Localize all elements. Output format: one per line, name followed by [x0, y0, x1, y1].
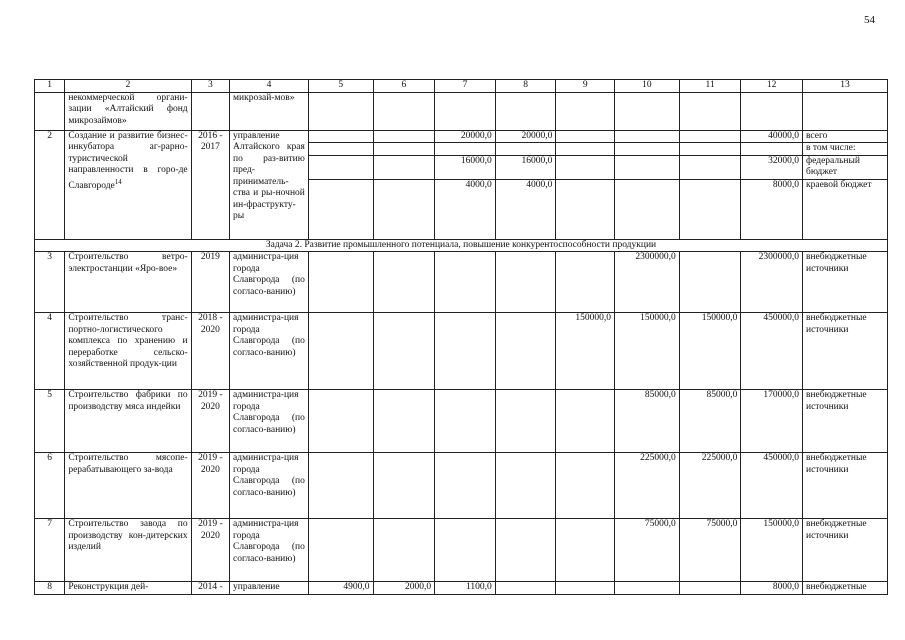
row-number: 2: [35, 130, 65, 239]
column-number: 1: [35, 80, 65, 93]
years: 2019: [191, 252, 229, 313]
column-number-row: [35, 80, 888, 93]
page-number: 54: [864, 14, 875, 26]
funding-source: внебюджетные источники: [802, 453, 887, 519]
total-cell: 8000,0: [741, 582, 803, 595]
value-cell: 16000,0: [495, 155, 556, 179]
executor: микрозай-мов»: [230, 92, 309, 130]
years: 2014 -: [191, 582, 229, 595]
row-number: 7: [35, 519, 65, 582]
executor: администра-ция города Славгорода (по согласо-ванию): [230, 313, 309, 390]
value-cell: 1100,0: [435, 582, 496, 595]
table-row: [35, 390, 888, 453]
measure-name: Создание и развитие бизнес-инкубатора аг-рарно-туристической направленности в горо-де Славгороде$^{14}$: [65, 130, 191, 239]
funding-source: внебюджетные источники: [802, 390, 887, 453]
column-number: 5: [308, 80, 373, 93]
executor: управление Алтайского края по раз-витию пред-приниматель-ства и ры-ночной ин-фраструкту-ры: [230, 130, 309, 239]
value-cell: [556, 519, 615, 582]
total-cell: 2300000,0: [741, 252, 803, 313]
funding-source: внебюджетные источники: [802, 252, 887, 313]
column-number: 6: [373, 80, 435, 93]
years: 2018 - 2020: [191, 313, 229, 390]
measure-name: некоммерческой органи-зации «Алтайский фонд микрозаймов»: [65, 92, 191, 130]
value-cell: [556, 252, 615, 313]
executor: администра-ция города Славгорода (по согласо-ванию): [230, 519, 309, 582]
value-cell: 4900,0: [308, 582, 373, 595]
funding-source: внебюджетные: [802, 582, 887, 595]
column-number: 3: [191, 80, 229, 93]
total-cell: 450000,0: [741, 313, 803, 390]
table-row: [35, 582, 888, 595]
table-row: [35, 453, 888, 519]
column-number: 11: [679, 80, 741, 93]
funding-source: всего: [802, 130, 887, 143]
value-cell: 85000,0: [679, 390, 741, 453]
section-title: Задача 2. Развитие промышленного потенциала, повышение конкурентоспособности продукции: [35, 239, 888, 252]
value-cell: 2000,0: [373, 582, 435, 595]
column-number: 13: [802, 80, 887, 93]
value-cell: 16000,0: [435, 155, 496, 179]
total-cell: 450000,0: [741, 453, 803, 519]
budget-table: [34, 79, 888, 595]
table-row: [35, 252, 888, 313]
value-cell: [495, 143, 556, 156]
column-number: 4: [230, 80, 309, 93]
column-number: 9: [556, 80, 615, 93]
executor: управление: [230, 582, 309, 595]
value-cell: [556, 453, 615, 519]
column-number: 8: [495, 80, 556, 93]
value-cell: 4000,0: [435, 179, 496, 239]
executor: администра-ция города Славгорода (по согласо-ванию): [230, 252, 309, 313]
value-cell: 85000,0: [615, 390, 680, 453]
value-cell: [556, 390, 615, 453]
measure-name: Строительство транс-портно-логистического комплекса по хранению и переработке сельско-хозяйственной продук-ции: [65, 313, 191, 390]
funding-source: внебюджетные источники: [802, 519, 887, 582]
value-cell: 75000,0: [615, 519, 680, 582]
table-row: [35, 92, 888, 130]
total-cell: 32000,0: [741, 155, 803, 179]
column-number: 7: [435, 80, 496, 93]
total-cell: 8000,0: [741, 179, 803, 239]
funding-source: внебюджетные источники: [802, 313, 887, 390]
measure-name: Реконструкция дей-: [65, 582, 191, 595]
value-cell: 75000,0: [679, 519, 741, 582]
value-cell: 225000,0: [615, 453, 680, 519]
row-number: 5: [35, 390, 65, 453]
total-cell: 40000,0: [741, 130, 803, 143]
years: 2019 - 2020: [191, 519, 229, 582]
value-cell: 150000,0: [679, 313, 741, 390]
total-cell: [741, 143, 803, 156]
table-row: [35, 130, 888, 143]
years: 2016 - 2017: [191, 130, 229, 239]
column-number: 12: [741, 80, 803, 93]
row-number: 6: [35, 453, 65, 519]
row-number: 3: [35, 252, 65, 313]
funding-source: краевой бюджет: [802, 179, 887, 239]
funding-source: федеральный бюджет: [802, 155, 887, 179]
measure-name: Строительство мясопе-рерабатывающего за-вода: [65, 453, 191, 519]
value-cell: 225000,0: [679, 453, 741, 519]
value-cell: [679, 252, 741, 313]
executor: администра-ция города Славгорода (по согласо-ванию): [230, 390, 309, 453]
total-cell: 170000,0: [741, 390, 803, 453]
section-row: [35, 239, 888, 252]
executor: администра-ция города Славгорода (по согласо-ванию): [230, 453, 309, 519]
row-number: 8: [35, 582, 65, 595]
value-cell: 2300000,0: [615, 252, 680, 313]
table-row: [35, 519, 888, 582]
value-cell: 20000,0: [435, 130, 496, 143]
years: 2019 - 2020: [191, 453, 229, 519]
years: 2019 - 2020: [191, 390, 229, 453]
value-cell: 150000,0: [615, 313, 680, 390]
value-cell: 150000,0: [556, 313, 615, 390]
measure-name: Строительство фабрики по производству мяса индейки: [65, 390, 191, 453]
measure-name: Строительство завода по производству кон-дитерских изделий: [65, 519, 191, 582]
column-number: 10: [615, 80, 680, 93]
value-cell: 20000,0: [495, 130, 556, 143]
table-row: [35, 313, 888, 390]
footnote-mark: 14: [114, 177, 122, 186]
column-number: 2: [65, 80, 191, 93]
measure-name: Строительство ветро-электростанции «Яро-вое»: [65, 252, 191, 313]
funding-source: в том числе:: [802, 143, 887, 156]
value-cell: 4000,0: [495, 179, 556, 239]
total-cell: 150000,0: [741, 519, 803, 582]
row-number: 4: [35, 313, 65, 390]
value-cell: [435, 143, 496, 156]
